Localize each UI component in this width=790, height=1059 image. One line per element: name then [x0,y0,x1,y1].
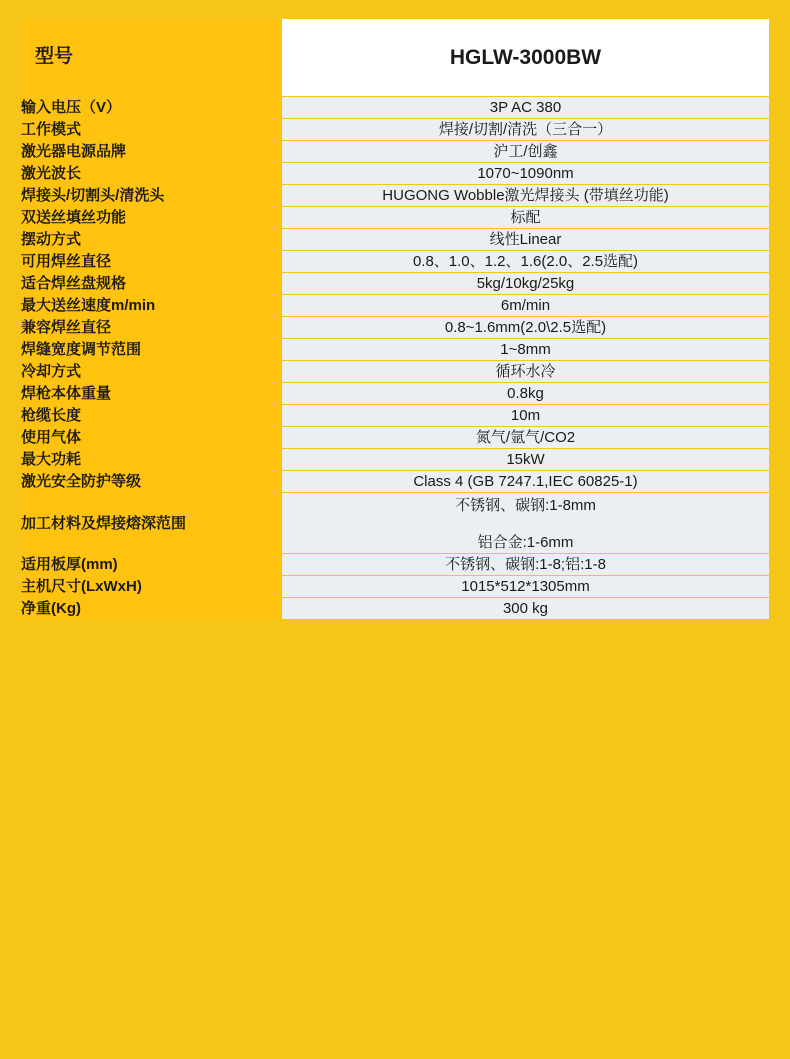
spec-value: 1015*512*1305mm [282,576,770,598]
table-row [21,361,770,383]
table-row [21,229,770,251]
table-row [21,251,770,273]
table-row [21,141,770,163]
table-row [21,317,770,339]
spec-value: 5kg/10kg/25kg [282,273,770,295]
spec-value: 不锈钢、碳钢:1-8;铝:1-8 [282,554,770,576]
spec-value: 线性Linear [282,229,770,251]
table-row [21,273,770,295]
spec-label: 双送丝填丝功能 [21,207,282,229]
spec-label: 摆动方式 [21,229,282,251]
spec-label: 冷却方式 [21,361,282,383]
spec-value: HUGONG Wobble激光焊接头 (带填丝功能) [282,185,770,207]
spec-value-line-2: 铝合金:1-6mm [477,534,574,552]
table-row [21,383,770,405]
spec-label: 焊缝宽度调节范围 [21,339,282,361]
spec-label: 最大功耗 [21,449,282,471]
spec-value-multiline [282,493,770,554]
spec-label: 兼容焊丝直径 [21,317,282,339]
spec-label: 适用板厚(mm) [21,554,282,576]
spec-value: 3P AC 380 [282,97,770,119]
model-value: HGLW-3000BW [282,19,770,97]
spec-label: 焊枪本体重量 [21,383,282,405]
model-label: 型号 [21,19,282,97]
table-row [21,576,770,598]
spec-label: 可用焊丝直径 [21,251,282,273]
table-row [21,339,770,361]
spec-value: 氮气/氩气/CO2 [282,427,770,449]
table-body [21,19,770,620]
specification-table [20,18,770,620]
spec-value: 0.8、1.0、1.2、1.6(2.0、2.5选配) [282,251,770,273]
spec-label: 适合焊丝盘规格 [21,273,282,295]
table-row [21,295,770,317]
table-row [21,97,770,119]
spec-value: 焊接/切割/清洗（三合一） [282,119,770,141]
table-row [21,185,770,207]
spec-value: 0.8kg [282,383,770,405]
spec-label: 枪缆长度 [21,405,282,427]
spec-value-line-1: 不锈钢、碳钢:1-8mm [455,497,596,515]
spec-value: 标配 [282,207,770,229]
table-row [21,493,770,554]
table-row [21,554,770,576]
spec-value: 0.8~1.6mm(2.0\2.5选配) [282,317,770,339]
spec-label: 加工材料及焊接熔深范围 [21,493,282,554]
spec-value: 10m [282,405,770,427]
spec-value: 1070~1090nm [282,163,770,185]
spec-label: 工作模式 [21,119,282,141]
spec-value: 1~8mm [282,339,770,361]
table-row [21,598,770,620]
table-header-row [21,19,770,97]
spec-label: 激光波长 [21,163,282,185]
table-row [21,163,770,185]
spec-label: 输入电压（V） [21,97,282,119]
spec-value: 300 kg [282,598,770,620]
spec-value: 15kW [282,449,770,471]
spec-value: 循环水冷 [282,361,770,383]
spec-label: 使用气体 [21,427,282,449]
table-row [21,119,770,141]
table-row [21,471,770,493]
table-row [21,207,770,229]
table-row [21,449,770,471]
spec-label: 主机尺寸(LxWxH) [21,576,282,598]
spec-value: 沪工/创鑫 [282,141,770,163]
table-row [21,405,770,427]
spec-label: 净重(Kg) [21,598,282,620]
spec-value: Class 4 (GB 7247.1,IEC 60825-1) [282,471,770,493]
spec-label: 焊接头/切割头/清洗头 [21,185,282,207]
spec-value: 6m/min [282,295,770,317]
spec-label: 最大送丝速度m/min [21,295,282,317]
table-row [21,427,770,449]
spec-label: 激光安全防护等级 [21,471,282,493]
spec-label: 激光器电源品牌 [21,141,282,163]
